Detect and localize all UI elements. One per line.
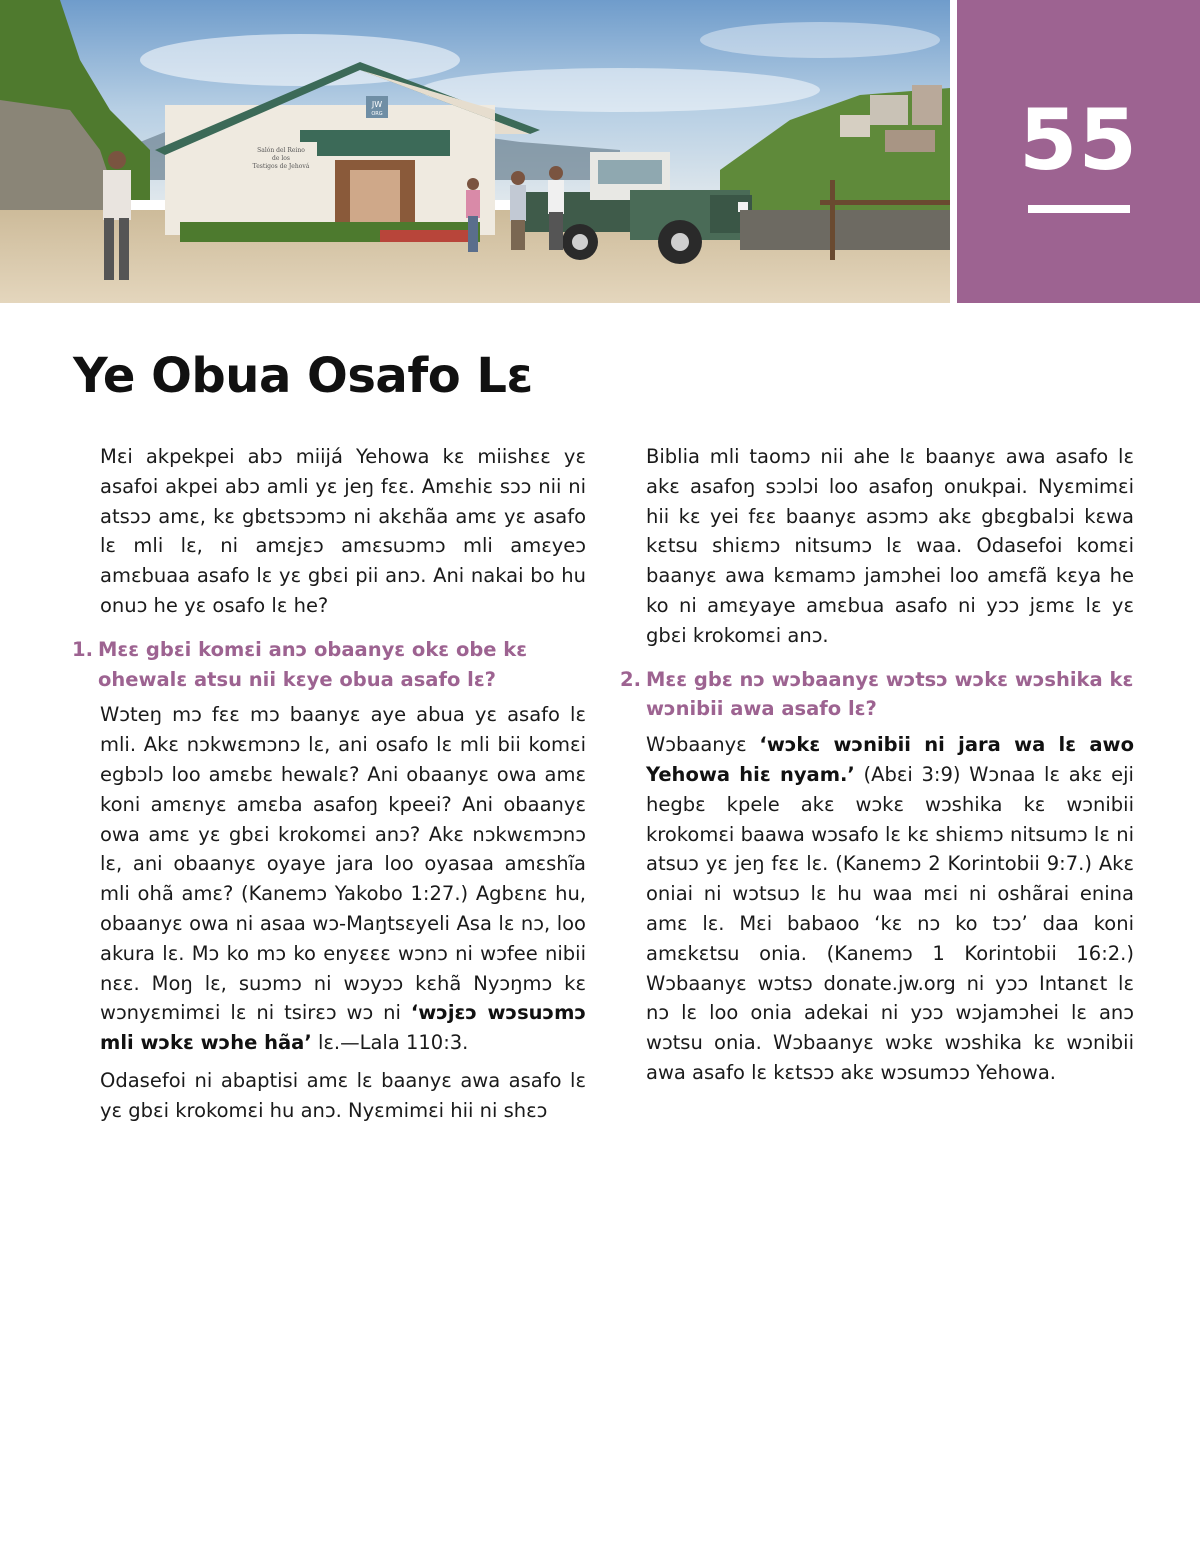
jw-logo-text-2: ORG [371,111,383,117]
answer-2-text-a: Wɔbaanyɛ [646,733,760,757]
sign-line-3: Testigos de Jehová [252,163,310,170]
question-1 [72,635,586,695]
right-column [620,442,1134,1096]
left-column [72,442,586,1134]
stone-wall [740,210,950,250]
question-1-number: 1. [72,637,93,661]
answer-1b-paragraph: Odasefoi ni abaptisi amɛ lɛ baanyɛ awa asafo lɛ yɛ gbɛi krokomɛi hu anɔ. Nyɛmimɛi hii ni shɛɔ [100,1068,586,1122]
jw-logo-text-1: JW [371,100,383,109]
lesson-number-box [957,0,1200,303]
question-2 [620,665,1134,725]
sign-line-1: Salón del Reino [257,147,305,154]
answer-1-text-b: lɛ.—Lala 110:3. [311,1031,469,1055]
intro-paragraph: Mɛi akpekpei abɔ miijá Yehowa kɛ miishɛɛ yɛ asafoi akpei abɔ amli yɛ jeŋ fɛɛ. Amɛhiɛ sɔɔ nii ni atsɔɔ amɛ, kɛ gbɛtsɔɔmɔ ni akɛhãa amɛ yɛ asafo lɛ mli lɛ, ni amɛjɛɔ amɛsuɔmɔ mli amɛyeɔ amɛbuaa asafo lɛ yɛ gbɛi pii anɔ. Ani nakai bo hu onuɔ he yɛ osafo lɛ he? [100,445,586,617]
kingdom-hall-illustration [0,0,950,303]
answer-1-bold-quote: ‘wɔjɛɔ wɔsuɔmɔ mli wɔkɛ wɔhe hãa’ [100,1001,586,1055]
answer-1-paragraph [72,700,586,1058]
answer-2-bold-quote: ‘wɔkɛ wɔnibii ni jara wa lɛ awo Yehowa hiɛ nyam.’ [646,733,1134,786]
question-2-number: 2. [620,667,641,691]
entrance-roof [300,130,450,156]
page-title: Ye Obua Osafo Lɛ [73,348,533,404]
lesson-number: 55 [1019,91,1138,189]
answer-2-paragraph [620,730,1134,1088]
answer-2-text-b: (Abɛi 3:9) Wɔnaa lɛ akɛ eji hegbɛ kpele akɛ wɔkɛ wɔshika kɛ wɔnibii krokomɛi baawa wɔsafo lɛ kɛ shiɛmɔ nitsumɔ lɛ ni atsuɔ yɛ jeŋ fɛɛ lɛ. (Kanemɔ 2 Korintobii 9:7.) Akɛ oniai ni wɔtsuɔ lɛ hu waa mɛi ni oshãrai enina amɛ lɛ. Mɛi babaoo ‘kɛ nɔ ko tɔɔ’ daa koni amɛkɛtsu onia. (Kanemɔ 1 Korintobii 16:2.) Wɔbaanyɛ wɔtsɔ donate.jw.org ni yɔɔ Intanɛt lɛ nɔ lɛ loo onia adekai ni yɔɔ wɔjamɔhei lɛ anɔ wɔtsu onia. Wɔbaanyɛ wɔkɛ wɔshika kɛ wɔnibii awa asafo lɛ kɛtsɔɔ akɛ wɔsumɔɔ Yehowa. [646,762,1134,1084]
question-1-text: Mɛɛ gbɛi komɛi anɔ obaanyɛ okɛ obe kɛ ohewalɛ atsu nii kɛye obua asafo lɛ? [98,637,528,691]
question-2-text: Mɛɛ gbɛ nɔ wɔbaanyɛ wɔtsɔ wɔkɛ wɔshika kɛ wɔnibii awa asafo lɛ? [646,667,1134,721]
lesson-number-underline [1028,205,1130,213]
answer-1-text-a: Wɔteŋ mɔ fɛɛ mɔ baanyɛ aye abua yɛ asafo lɛ mli. Akɛ nɔkwɛmɔnɔ lɛ, ani osafo lɛ mli bii komɛi egbɔlɔ loo amɛbɛ hewalɛ? Ani obaanyɛ owa amɛ koni amɛnyɛ amɛba asafoŋ kpeei? Ani obaanyɛ owa amɛ yɛ gbɛi krokomɛi anɔ? Akɛ nɔkwɛmɔnɔ lɛ, ani obaanyɛ oyaye jara loo oyasaa amɛshĩa mli ohã amɛ? (Kanemɔ Yakobo 1:27.) Agbɛnɛ hu, obaanyɛ owa ni asaa wɔ-Maŋtsɛyeli Asa lɛ nɔ, loo akura lɛ. Mɔ ko mɔ ko enyɛɛɛ wɔnɔ ni wɔfee nibii nɛɛ. Moŋ lɛ, suɔmɔ ni wɔyɔɔ kɛhã Nyɔŋmɔ kɛ wɔnyɛmimɛi lɛ ni tsirɛɔ wɔ ni [100,703,586,1025]
answer-1b-continued: Biblia mli taomɔ nii ahe lɛ baanyɛ awa asafo lɛ akɛ asafoŋ sɔɔlɔi loo asafoŋ onukpai. Nyɛmimɛi hii kɛ yei fɛɛ baanyɛ asɔmɔ akɛ gbɛgbalɔi kɛwa kɛtsu shiɛmɔ nitsumɔ lɛ waa. Odasefoi komɛi baanyɛ awa kɛmamɔ jamɔhei loo amɛfã kɛya he ko ni amɛyaye amɛbua asafo ni yɔɔ jɛmɛ lɛ yɛ gbɛi krokomɛi anɔ. [646,445,1134,647]
hero-image [0,0,950,303]
sign-line-2: de los [272,155,290,162]
